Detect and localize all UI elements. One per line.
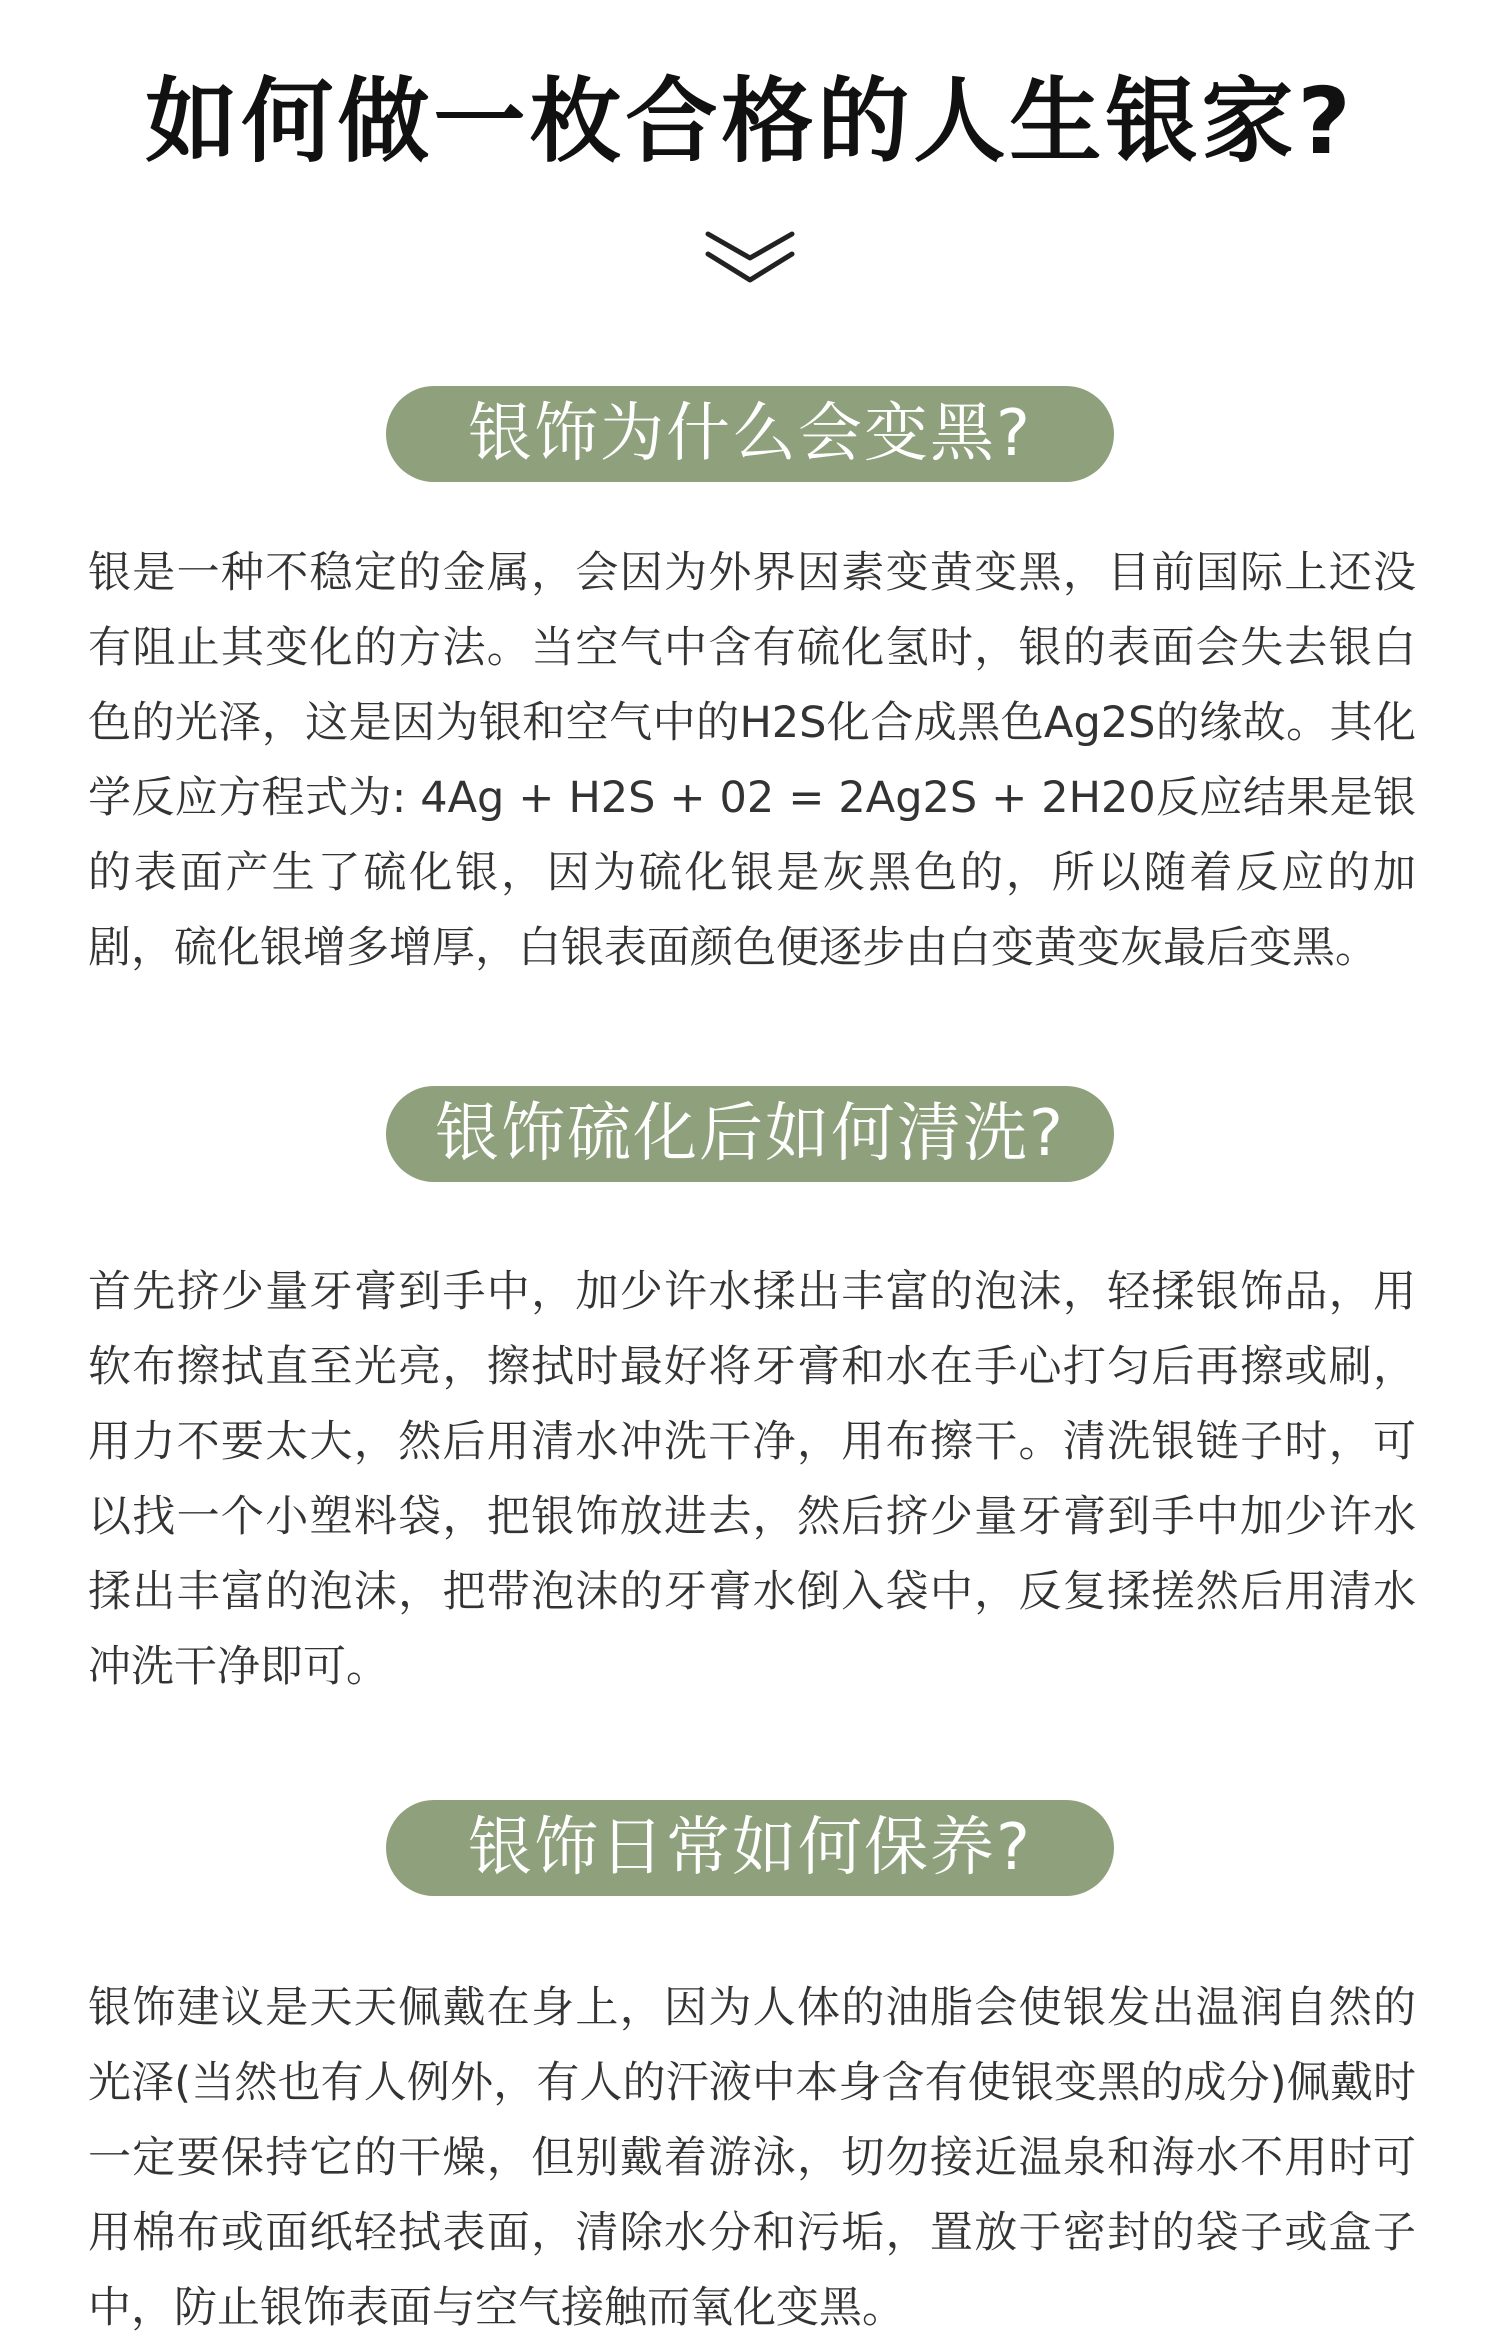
section-body-cleaning: 首先挤少量牙膏到手中，加少许水揉出丰富的泡沫，轻揉银饰品，用软布擦拭直至光亮，擦拭时最好将牙膏和水在手心打匀后再擦或刷，用力不要太大，然后用清水冲洗干净，用布擦干。清洗银链子时，可以找一个小塑料袋，把银饰放进去，然后挤少量牙膏到手中加少许水揉出丰富的泡沫，把带泡沫的牙膏水倒入袋中，反复揉搓然后用清水冲洗干净即可。 <box>88 1267 1416 1692</box>
section-body-daily-care: 银饰建议是天天佩戴在身上，因为人体的油脂会使银发出温润自然的光泽(当然也有人例外，有人的汗液中本身含有使银变黑的成分)佩戴时一定要保持它的干燥，但别戴着游泳，切勿接近温泉和海水不用时可用棉布或面纸轻拭表面，清除水分和污垢，置放于密封的袋子或盒子中，防止银饰表面与空气接触而氧化变黑。 <box>88 1983 1416 2333</box>
section-body-why-tarnish: 银是一种不稳定的金属，会因为外界因素变黄变黑，目前国际上还没有阻止其变化的方法。当空气中含有硫化氢时，银的表面会失去银白色的光泽，这是因为银和空气中的H2S化合成黑色Ag2S的缘故。其化学反应方程式为: 4Ag + H2S + 02 = 2Ag2S + 2H20反应结果是银的表面产生了硫化银，因为硫化银是灰黑色的，所以随着反应的加剧，硫化银增多增厚，白银表面颜色便逐步由白变黄变灰最后变黑。 <box>88 548 1416 973</box>
page-title: 如何做一枚合格的人生银家? <box>145 68 1355 175</box>
section-heading-daily-care: 银饰日常如何保养? <box>386 1800 1114 1896</box>
section-heading-why-tarnish: 银饰为什么会变黑? <box>386 386 1114 482</box>
section-heading-cleaning: 银饰硫化后如何清洗? <box>386 1086 1114 1182</box>
double-chevron-down-icon <box>702 228 798 288</box>
